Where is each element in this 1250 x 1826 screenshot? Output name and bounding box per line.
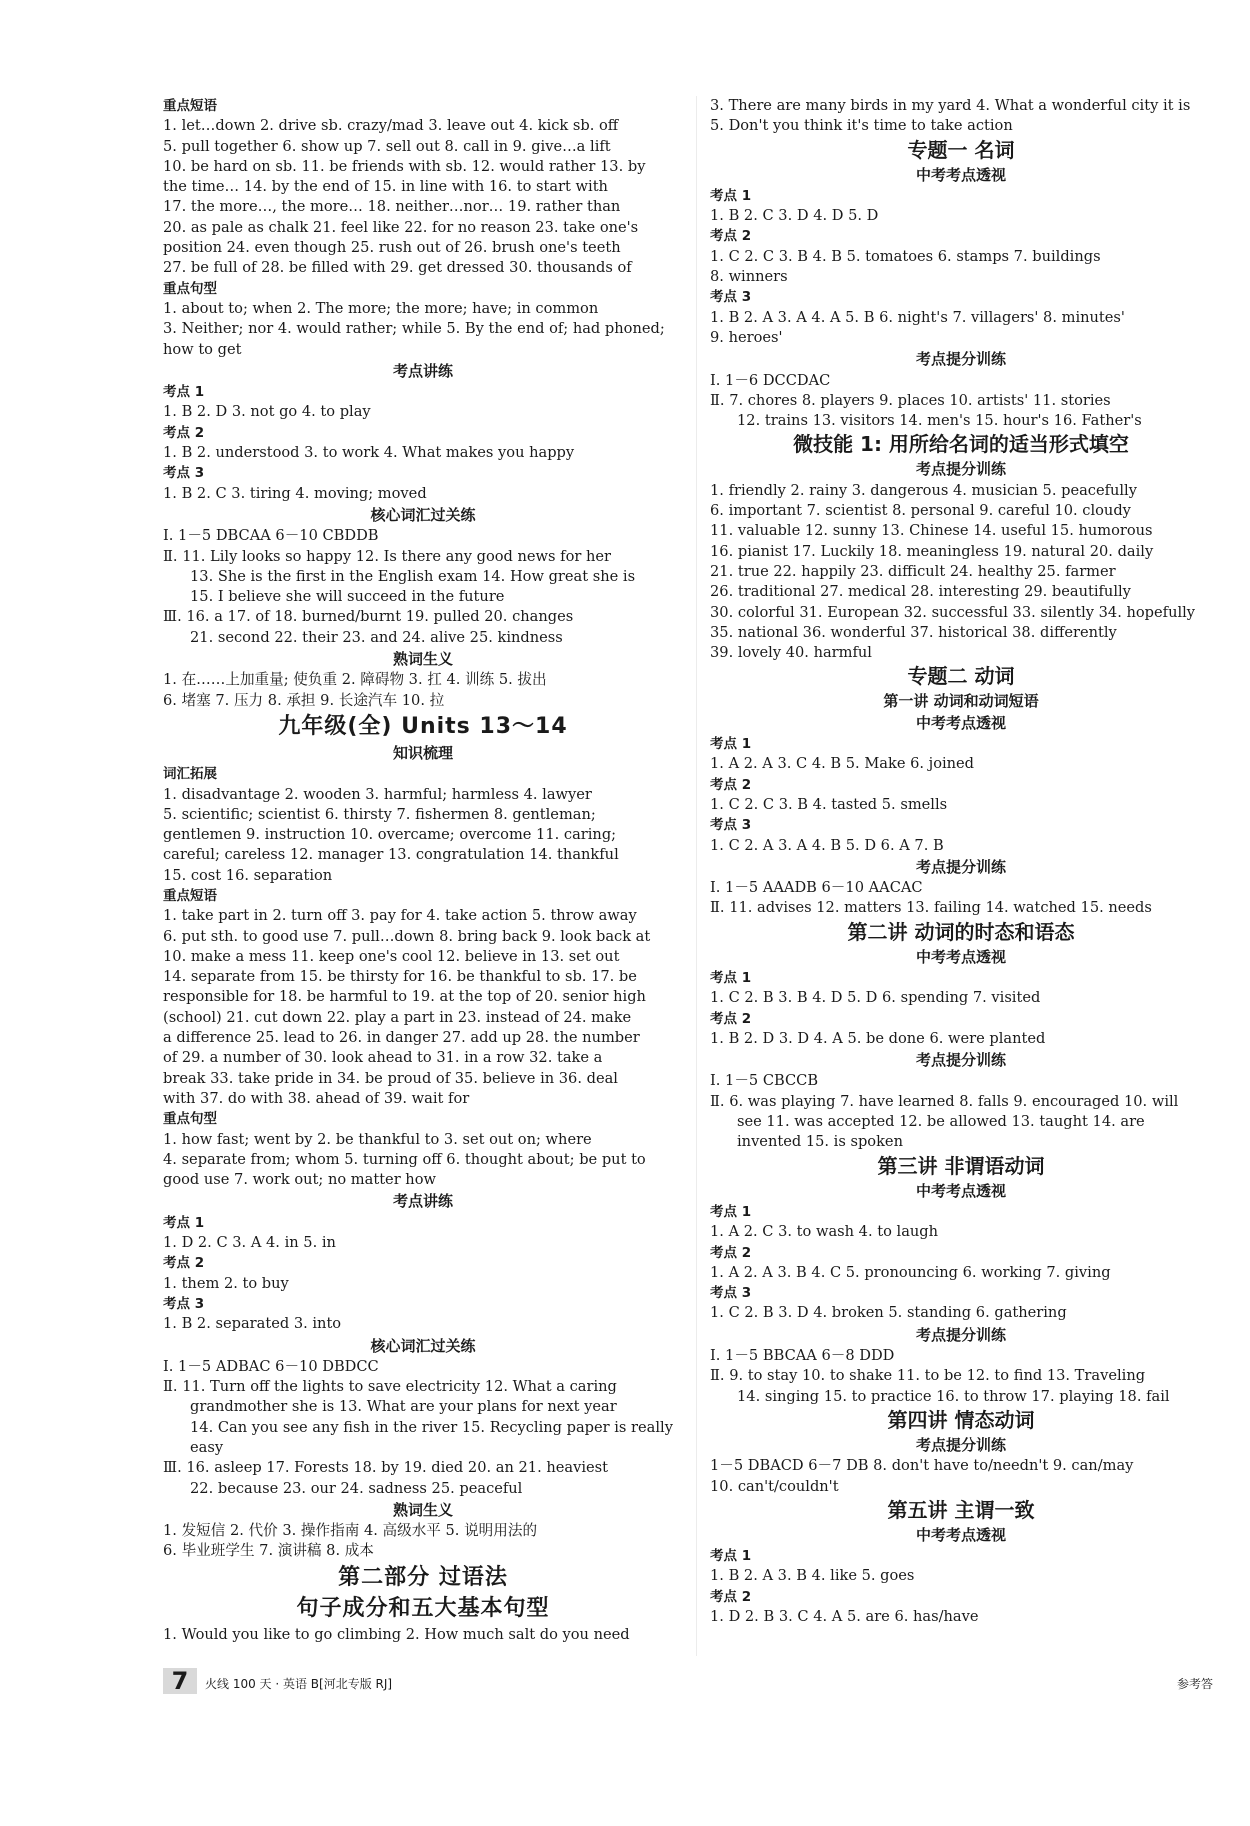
answer-line-continued: 12. trains 13. visitors 14. men's 15. hour's 16. Father's <box>737 412 1142 430</box>
answer-line: 9. heroes' <box>710 328 783 346</box>
answer-line: (school) 21. cut down 22. play a part in 23. instead of 24. make <box>163 1008 632 1026</box>
answer-line: 1. C 2. A 3. A 4. B 5. D 6. A 7. B <box>710 836 944 854</box>
footer-book-title: 火线 100 天 · 英语 B[河北专版 RJ] <box>205 1677 393 1691</box>
answer-line: 1. Would you like to go climbing 2. How much salt do you need <box>163 1625 630 1643</box>
subsection-heading: 中考考点透视 <box>915 947 1006 966</box>
answer-line: 5. pull together 6. show up 7. sell out 8. call in 9. give…a lift <box>163 137 611 155</box>
topic-heading: 第二讲 动词的时态和语态 <box>847 919 1075 944</box>
answer-line: 1. D 2. C 3. A 4. in 5. in <box>163 1234 336 1252</box>
section-label: 考点 1 <box>163 1214 205 1231</box>
answer-line: careful; careless 12. manager 13. congratulation 14. thankful <box>163 846 619 864</box>
answer-line: Ⅰ. 1－6 DCCDAC <box>710 371 831 389</box>
subsection-heading: 考点提分训练 <box>915 1435 1006 1454</box>
answer-line: 26. traditional 27. medical 28. interesting 29. beautifully <box>710 583 1131 601</box>
answer-line: 1. let…down 2. drive sb. crazy/mad 3. leave out 4. kick sb. off <box>163 117 619 135</box>
left-column <box>163 96 683 1645</box>
answer-line-continued: 14. singing 15. to practice 16. to throw 17. playing 18. fail <box>737 1387 1170 1405</box>
answer-line: 11. valuable 12. sunny 13. Chinese 14. useful 15. humorous <box>710 522 1153 540</box>
answer-line: 1. about to; when 2. The more; the more; have; in common <box>163 299 599 317</box>
section-label: 考点 3 <box>163 465 205 482</box>
subsection-heading: 中考考点透视 <box>915 1181 1006 1200</box>
answer-line-continued: 14. Can you see any fish in the river 15. Recycling paper is really <box>190 1418 673 1436</box>
section-label: 考点 3 <box>710 1285 752 1302</box>
subsection-heading: 考点提分训练 <box>915 1051 1006 1070</box>
answer-line: Ⅱ. 7. chores 8. players 9. places 10. artists' 11. stories <box>710 391 1111 409</box>
answer-line: 1. C 2. B 3. D 4. broken 5. standing 6. gathering <box>710 1304 1067 1322</box>
answer-line: Ⅰ. 1－5 DBCAA 6－10 CBDDB <box>163 527 379 545</box>
subsection-heading: 考点讲练 <box>392 361 453 380</box>
subsection-heading: 核心词汇过关练 <box>370 1336 476 1355</box>
section-label: 考点 1 <box>710 1548 752 1565</box>
topic-heading: 第三讲 非谓语动词 <box>877 1153 1045 1178</box>
subsection-heading: 考点提分训练 <box>915 857 1006 876</box>
answer-line: 1. disadvantage 2. wooden 3. harmful; harmless 4. lawyer <box>163 785 592 803</box>
answer-line: 1. D 2. B 3. C 4. A 5. are 6. has/have <box>710 1608 979 1625</box>
page-number: 7 <box>163 1668 197 1694</box>
answer-line: Ⅰ. 1－5 CBCCB <box>710 1072 819 1090</box>
answer-line: 20. as pale as chalk 21. feel like 22. for no reason 23. take one's <box>163 218 639 236</box>
answer-line: 6. 毕业班学生 7. 演讲稿 8. 成本 <box>163 1542 374 1560</box>
topic-heading: 微技能 1: 用所给名词的适当形式填空 <box>793 432 1129 457</box>
section-label: 考点 1 <box>710 736 752 753</box>
section-label: 考点 3 <box>710 817 752 834</box>
subsection-heading: 中考考点透视 <box>915 1525 1006 1544</box>
section-heading: 九年级(全) Units 13～14 <box>278 713 568 739</box>
answer-line-continued: see 11. was accepted 12. be allowed 13. taught 14. are <box>737 1113 1145 1131</box>
answer-line: 1. B 2. understood 3. to work 4. What makes you happy <box>163 444 575 462</box>
answer-line: of 29. a number of 30. look ahead to 31. in a row 32. take a <box>163 1049 603 1067</box>
answer-line: 1. B 2. A 3. B 4. like 5. goes <box>710 1567 915 1585</box>
answer-line: 4. separate from; whom 5. turning off 6. thought about; be put to <box>163 1150 646 1168</box>
subsection-heading: 知识梳理 <box>392 743 453 762</box>
answer-line: 6. 堵塞 7. 压力 8. 承担 9. 长途汽车 10. 拉 <box>163 691 445 709</box>
answer-line: 1. A 2. A 3. C 4. B 5. Make 6. joined <box>710 755 975 773</box>
answer-line: Ⅱ. 11. Lily looks so happy 12. Is there any good news for her <box>163 547 611 565</box>
section-label: 考点 1 <box>710 969 752 986</box>
answer-line: 1. how fast; went by 2. be thankful to 3. set out on; where <box>163 1130 592 1148</box>
answer-line-continued: easy <box>190 1439 224 1456</box>
answer-line: the time… 14. by the end of 15. in line with 16. to start with <box>163 178 608 196</box>
answer-line: 1. A 2. A 3. B 4. C 5. pronouncing 6. working 7. giving <box>710 1263 1111 1281</box>
answer-line: 17. the more…, the more… 18. neither…nor… 19. rather than <box>163 198 621 216</box>
answer-line: 30. colorful 31. European 32. successful 33. silently 34. hopefully <box>710 603 1196 621</box>
answer-line-continued: 22. because 23. our 24. sadness 25. peaceful <box>190 1479 523 1497</box>
answer-line: 1. A 2. C 3. to wash 4. to laugh <box>710 1223 939 1241</box>
answer-line: 10. can't/couldn't <box>710 1477 839 1495</box>
answer-line: 1. B 2. C 3. tiring 4. moving; moved <box>163 484 427 502</box>
topic-heading: 专题一 名词 <box>907 137 1015 162</box>
topic-heading: 专题二 动词 <box>907 664 1015 689</box>
answer-line: 3. There are many birds in my yard 4. What a wonderful city it is <box>710 97 1191 114</box>
answer-line: 3. Neither; nor 4. would rather; while 5. By the end of; had phoned; <box>163 320 665 338</box>
answer-line: break 33. take pride in 34. be proud of 35. believe in 36. deal <box>163 1069 618 1087</box>
answer-line: 10. make a mess 11. keep one's cool 12. believe in 13. set out <box>163 947 620 965</box>
section-label: 考点 2 <box>710 1244 752 1261</box>
answer-line: position 24. even though 25. rush out of 26. brush one's teeth <box>163 239 621 257</box>
answer-line: 35. national 36. wonderful 37. historical 38. differently <box>710 623 1117 641</box>
subsection-heading: 考点提分训练 <box>915 460 1006 479</box>
section-label: 考点 2 <box>710 1588 752 1605</box>
answer-line: 14. separate from 15. be thirsty for 16. be thankful to sb. 17. be <box>163 968 637 986</box>
column-divider <box>696 96 697 1656</box>
answer-line: 1. B 2. D 3. D 4. A 5. be done 6. were planted <box>710 1029 1046 1047</box>
section-label: 考点 2 <box>163 1255 205 1272</box>
answer-line: 16. pianist 17. Luckily 18. meaningless 19. natural 20. daily <box>710 542 1154 560</box>
subsection-heading: 核心词汇过关练 <box>370 505 476 524</box>
answer-line: 1. C 2. B 3. B 4. D 5. D 6. spending 7. visited <box>710 989 1041 1007</box>
answer-line: Ⅲ. 16. a 17. of 18. burned/burnt 19. pulled 20. changes <box>163 608 574 626</box>
section-heading: 句子成分和五大基本句型 <box>296 1595 550 1621</box>
answer-line: 1. take part in 2. turn off 3. pay for 4. take action 5. throw away <box>163 907 637 925</box>
section-heading: 第二部分 过语法 <box>338 1564 508 1590</box>
section-label: 重点短语 <box>163 887 217 904</box>
answer-line: Ⅱ. 6. was playing 7. have learned 8. falls 9. encouraged 10. will <box>710 1092 1179 1110</box>
subsection-heading: 考点讲练 <box>392 1192 453 1211</box>
page-footer <box>163 1668 1213 1694</box>
subsection-heading: 考点提分训练 <box>915 1325 1006 1344</box>
answer-line: Ⅰ. 1－5 AAADB 6－10 AACAC <box>710 879 923 897</box>
answer-line: 1. C 2. C 3. B 4. tasted 5. smells <box>710 795 948 813</box>
answer-line: 27. be full of 28. be filled with 29. get dressed 30. thousands of <box>163 259 632 277</box>
answer-line: 15. cost 16. separation <box>163 866 333 884</box>
section-label: 重点句型 <box>163 280 217 297</box>
answer-line: 21. true 22. happily 23. difficult 24. healthy 25. farmer <box>710 562 1116 580</box>
answer-line: 1. 在……上加重量; 使负重 2. 障碍物 3. 扛 4. 训练 5. 拔出 <box>163 671 547 689</box>
answer-line: 5. Don't you think it's time to take action <box>710 117 1013 135</box>
answer-line: 1. 发短信 2. 代价 3. 操作指南 4. 高级水平 5. 说明用法的 <box>163 1522 538 1540</box>
section-label: 重点句型 <box>163 1111 217 1128</box>
answer-line: 1. B 2. C 3. D 4. D 5. D <box>710 207 879 225</box>
answer-line: gentlemen 9. instruction 10. overcame; overcome 11. caring; <box>163 826 617 844</box>
answer-line: responsible for 18. be harmful to 19. at the top of 20. senior high <box>163 988 646 1006</box>
topic-heading: 第五讲 主谓一致 <box>887 1497 1035 1522</box>
answer-line: good use 7. work out; no matter how <box>163 1171 436 1189</box>
answer-line: Ⅰ. 1－5 BBCAA 6－8 DDD <box>710 1347 895 1365</box>
answer-line: 1. B 2. separated 3. into <box>163 1315 342 1333</box>
subsection-heading: 中考考点透视 <box>915 713 1006 732</box>
answer-line: Ⅱ. 11. Turn off the lights to save electricity 12. What a caring <box>163 1378 617 1396</box>
answer-line: 1－5 DBACD 6－7 DB 8. don't have to/needn't 9. can/may <box>710 1457 1134 1475</box>
section-label: 考点 2 <box>710 1010 752 1027</box>
section-label: 词汇拓展 <box>163 766 217 783</box>
section-label: 考点 1 <box>163 384 205 401</box>
answer-line: 5. scientific; scientist 6. thirsty 7. fishermen 8. gentleman; <box>163 805 596 823</box>
subsection-heading: 第一讲 动词和动词短语 <box>883 692 1039 711</box>
section-label: 考点 2 <box>710 776 752 793</box>
right-column <box>710 96 1212 1627</box>
answer-line: 6. important 7. scientist 8. personal 9. careful 10. cloudy <box>710 502 1131 520</box>
answer-line: Ⅲ. 16. asleep 17. Forests 18. by 19. died 20. an 21. heaviest <box>163 1459 608 1477</box>
answer-line-continued: 21. second 22. their 23. and 24. alive 25. kindness <box>190 628 563 646</box>
answer-line-continued: grandmother she is 13. What are your plans for next year <box>190 1398 617 1416</box>
answer-line: 1. B 2. A 3. A 4. A 5. B 6. night's 7. villagers' 8. minutes' <box>710 308 1125 326</box>
answer-line: Ⅰ. 1－5 ADBAC 6－10 DBDCC <box>163 1357 379 1375</box>
subsection-heading: 中考考点透视 <box>915 165 1006 184</box>
answer-line-continued: 13. She is the first in the English exam 14. How great she is <box>190 567 636 585</box>
answer-line: 1. friendly 2. rainy 3. dangerous 4. musician 5. peacefully <box>710 481 1137 499</box>
subsection-heading: 熟词生义 <box>392 1500 453 1519</box>
section-label: 考点 2 <box>710 228 752 245</box>
answer-line: 1. them 2. to buy <box>163 1274 289 1292</box>
answer-line: 1. B 2. D 3. not go 4. to play <box>163 403 371 421</box>
answer-line: 6. put sth. to good use 7. pull…down 8. bring back 9. look back at <box>163 927 651 945</box>
answer-line: Ⅱ. 11. advises 12. matters 13. failing 14. watched 15. needs <box>710 899 1152 917</box>
answer-line: 8. winners <box>710 268 788 286</box>
subsection-heading: 熟词生义 <box>392 650 453 669</box>
answer-line: 10. be hard on sb. 11. be friends with sb. 12. would rather 13. by <box>163 157 646 175</box>
section-label: 考点 1 <box>710 187 752 204</box>
section-label: 重点短语 <box>163 98 217 114</box>
topic-heading: 第四讲 情态动词 <box>887 1407 1035 1432</box>
footer-right-label: 参考答 <box>1176 1677 1213 1691</box>
section-label: 考点 2 <box>163 424 205 441</box>
answer-line: how to get <box>163 340 242 358</box>
answer-line: 39. lovely 40. harmful <box>710 644 872 662</box>
answer-line: 1. C 2. C 3. B 4. B 5. tomatoes 6. stamps 7. buildings <box>710 247 1101 265</box>
section-label: 考点 1 <box>710 1203 752 1220</box>
section-label: 考点 3 <box>163 1295 205 1312</box>
answer-line: Ⅱ. 9. to stay 10. to shake 11. to be 12. to find 13. Traveling <box>710 1367 1146 1385</box>
subsection-heading: 考点提分训练 <box>915 350 1006 369</box>
answer-line: with 37. do with 38. ahead of 39. wait for <box>163 1089 470 1107</box>
answer-line-continued: invented 15. is spoken <box>737 1133 903 1151</box>
answer-line: a difference 25. lead to 26. in danger 27. add up 28. the number <box>163 1029 640 1047</box>
answer-line-continued: 15. I believe she will succeed in the future <box>190 588 505 606</box>
section-label: 考点 3 <box>710 289 752 306</box>
